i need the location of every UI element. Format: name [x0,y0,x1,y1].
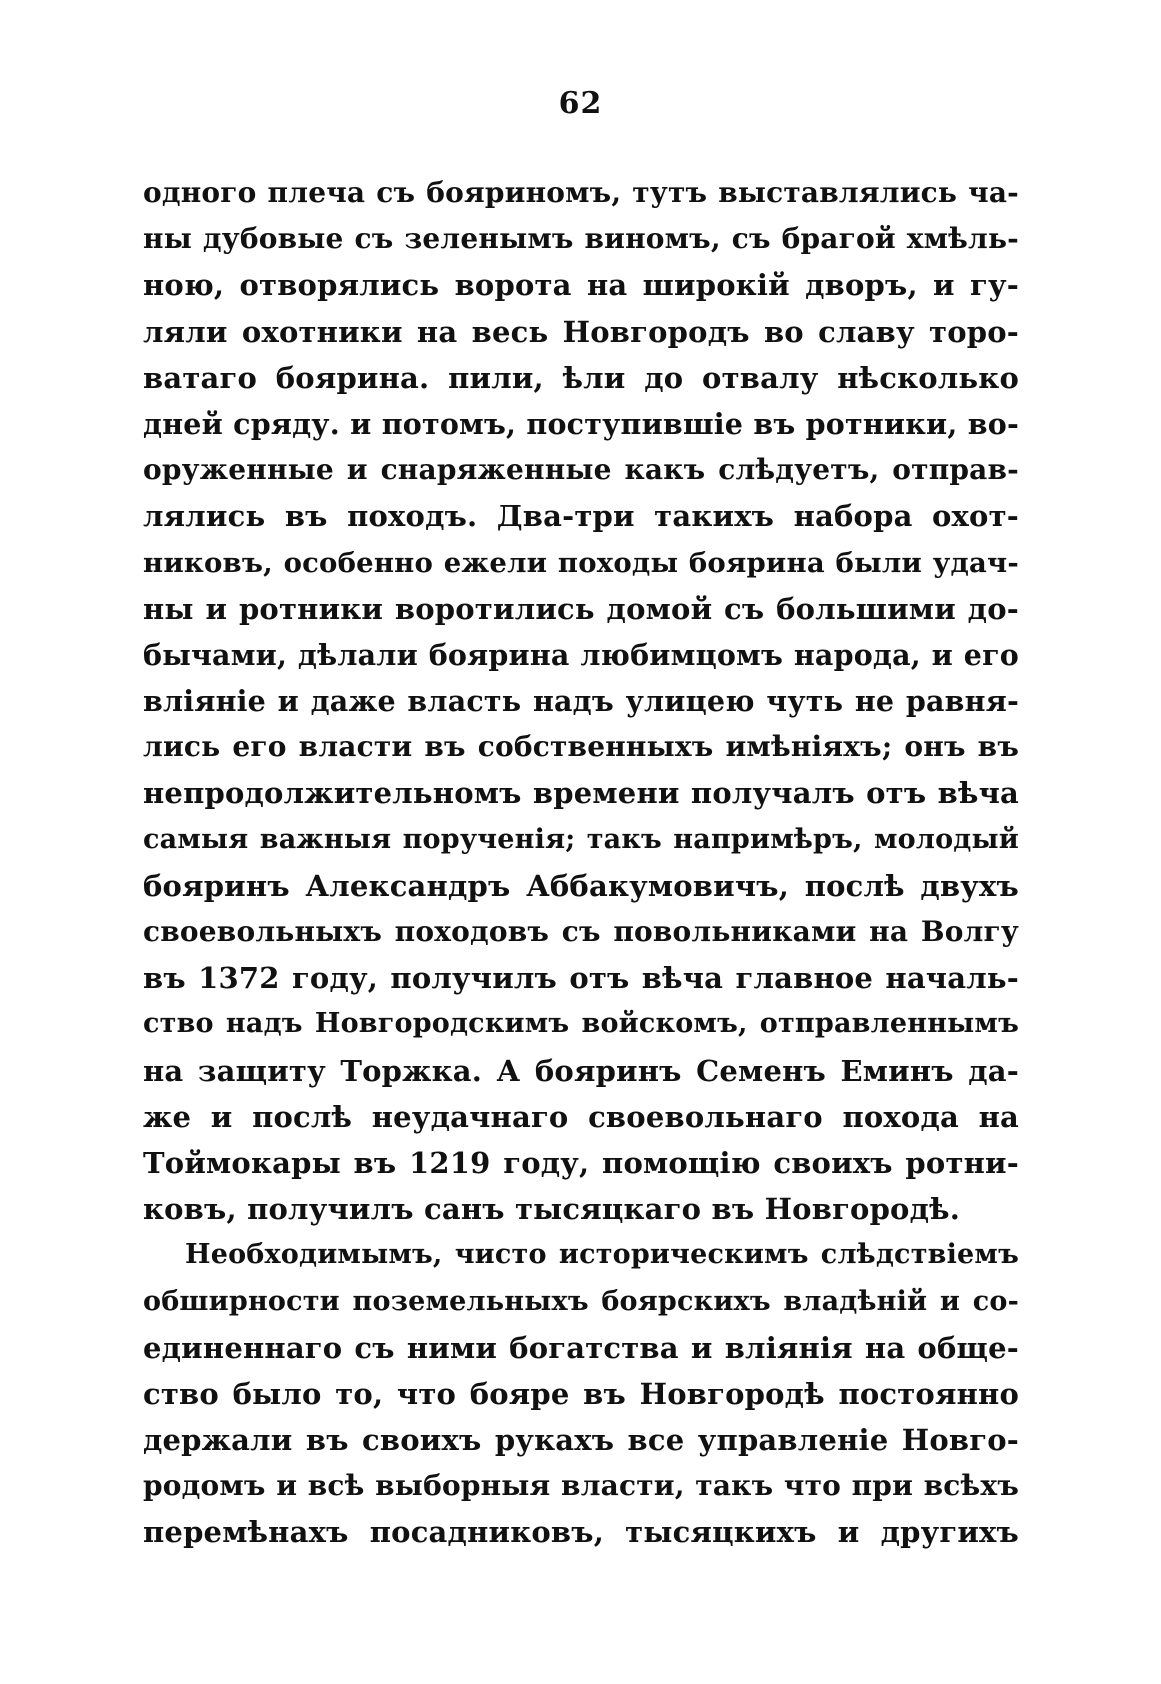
text-line: своевольныхъ походовъ съ повольниками на Волгу [143,915,1019,948]
text-line: ною, отворялись ворота на широкій дворъ, и гу- [143,268,1019,303]
text-line: вліяніе и даже власть надъ улицею чуть не равня- [143,684,1019,719]
paragraph-1 [143,170,1019,1232]
text-line: одного плеча съ бояриномъ, тутъ выставлялись ча- [143,176,1019,209]
text-line: бояринъ Александръ Аббакумовичъ, послѣ двухъ [143,868,1019,903]
paragraph-2 [143,1232,1019,1555]
text-line: ляли охотники на весь Новгородъ во славу торо- [143,314,1019,349]
text-line: лись его власти въ собственныхъ имѣніяхъ; онъ въ [143,730,1019,764]
text-line: ство было то, что бояре въ Новгородѣ постоянно [143,1376,1019,1411]
text-line: обширности поземельныхъ боярскихъ владѣній и со- [143,1285,1019,1317]
text-line: лялись въ походъ. Два-три такихъ набора охот- [143,499,1019,534]
text-line: въ 1372 году, получилъ отъ вѣча главное началь- [143,961,1019,996]
text-line: ны дубовые съ зеленымъ виномъ, съ брагой хмѣль- [143,222,1019,256]
text-line: никовъ, особенно ежели походы боярина были удач- [143,546,1019,579]
text-line: самыя важныя порученія; такъ напримѣръ, молодый [143,823,1019,855]
text-line: Необходимымъ, чисто историческимъ слѣдствіемъ [185,1239,1019,1271]
text-line: оруженные и снаряженные какъ слѣдуетъ, отправ- [143,453,1019,487]
text-line: же и послѣ неудачнаго своевольнаго похода на [143,1099,1019,1134]
text-line: ковъ, получилъ санъ тысяцкаго въ Новгородѣ. [143,1192,961,1227]
text-line: дней сряду. и потомъ, поступившіе въ ротники, во- [143,406,1019,441]
text-line: бычами, дѣлали боярина любимцомъ народа, и его [143,637,1019,672]
text-line: ны и ротники воротились домой съ большими до- [143,591,1019,626]
text-line: на защиту Торжка. А бояринъ Семенъ Еминъ да- [143,1053,1019,1088]
text-line: непродолжительномъ времени получалъ отъ вѣча [143,776,1019,811]
text-line: единеннаго съ ними богатства и вліянія на обще- [143,1330,1019,1365]
text-line: ство надъ Новгородскимъ войскомъ, отправленнымъ [143,1008,1019,1040]
text-line: перемѣнахъ посадниковъ, тысяцкихъ и другихъ [143,1515,1019,1550]
text-line: Тоймокары въ 1219 году, помощію своихъ ротни- [143,1145,1019,1180]
body-text [143,170,1019,1556]
text-line: ватаго боярина. пили, ѣли до отвалу нѣсколько [143,360,1019,395]
text-line: родомъ и всѣ выборныя власти, такъ что при всѣхъ [143,1469,1019,1503]
page-number: 62 [558,86,603,121]
text-line: держали въ своихъ рукахъ все управленіе Новго- [143,1423,1019,1458]
